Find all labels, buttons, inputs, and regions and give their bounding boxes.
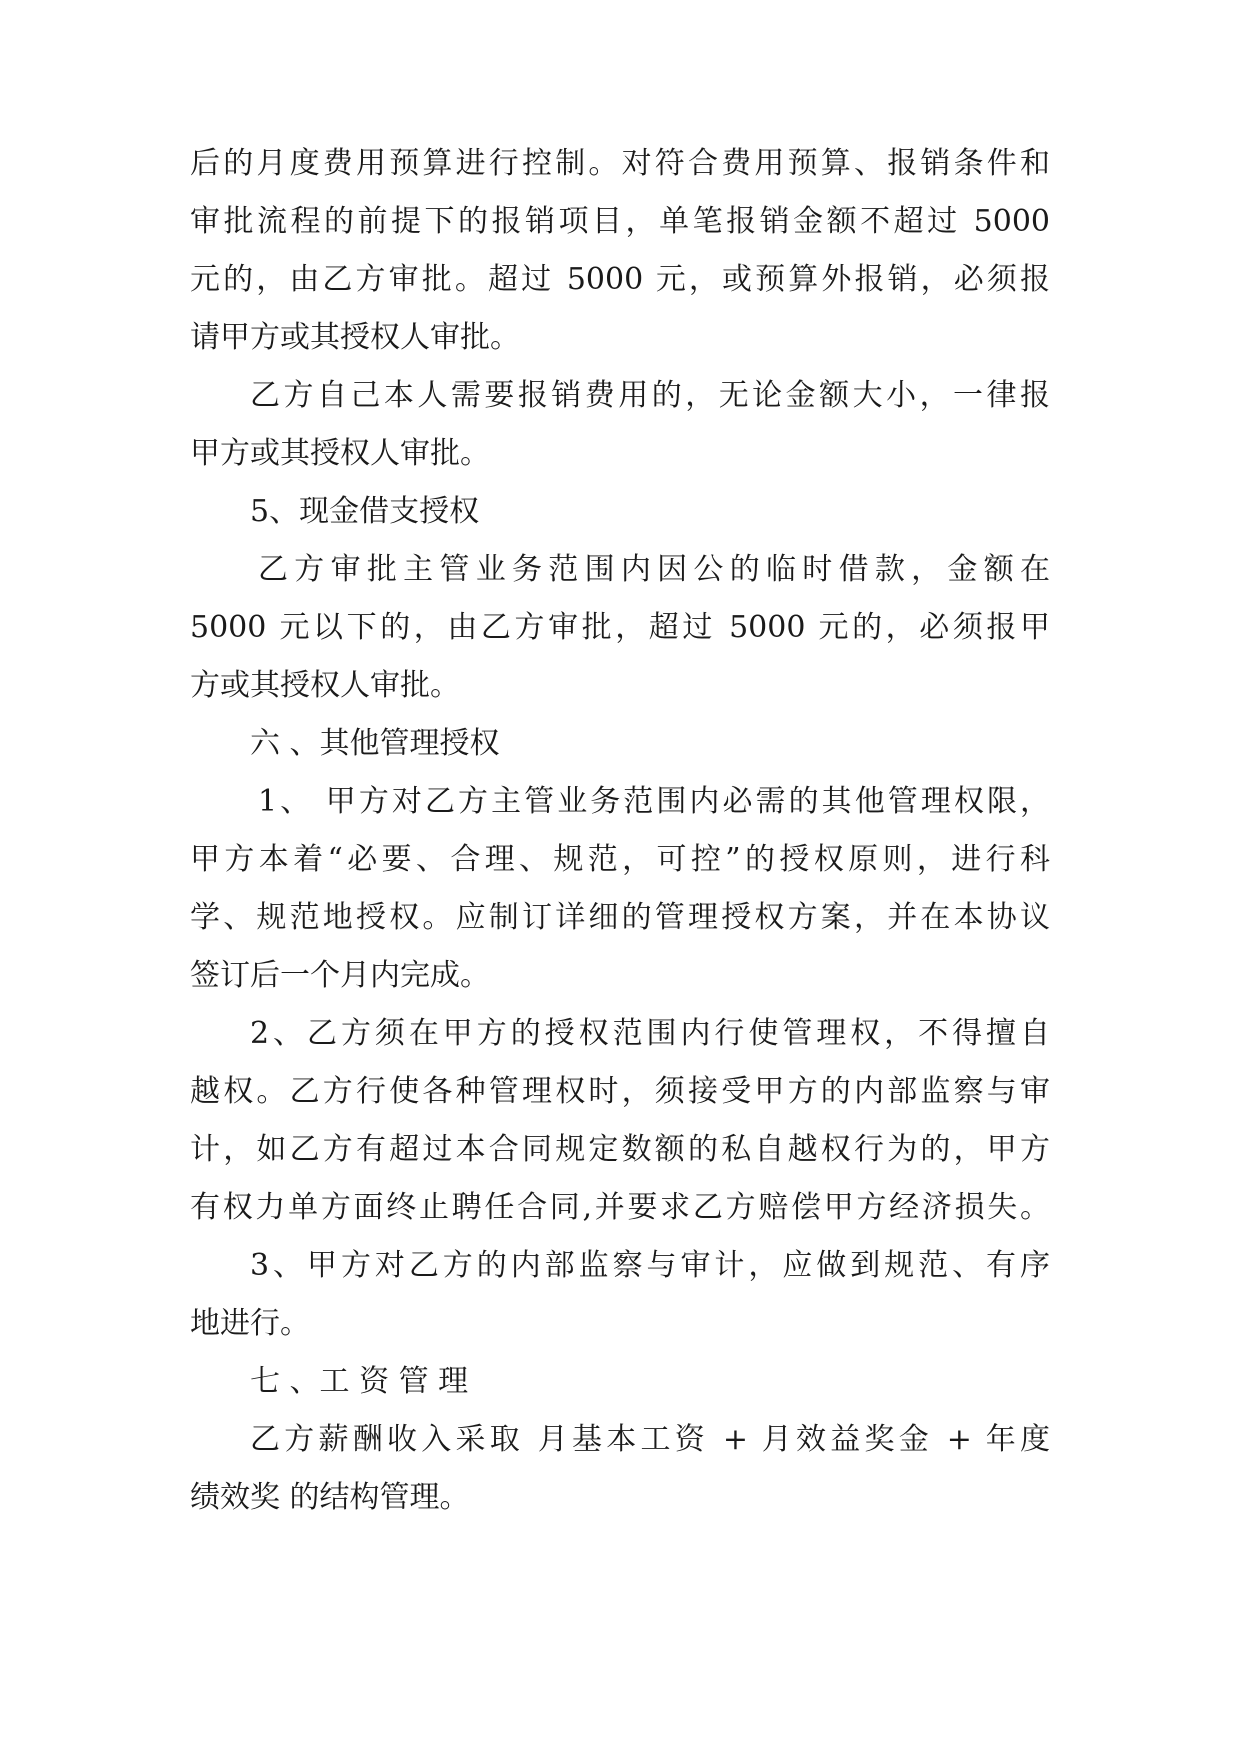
paragraph-first-line: 乙方审批主管业务范围内因公的临时借款，金额在 — [258, 552, 1050, 587]
paragraph-first-line: 2、乙方须在甲方的授权范围内行使管理权，不得擅自 — [250, 1016, 1050, 1051]
paragraph-first-line: 1、 甲方对乙方主管业务范围内必需的其他管理权限， — [258, 784, 1050, 819]
paragraph-first-line: 乙方薪酬收入采取 月基本工资 + 月效益奖金 + 年度 — [250, 1422, 1050, 1457]
text-line: 方或其授权人审批。 — [190, 668, 460, 703]
section-heading: 六 、其他管理授权 — [250, 726, 500, 761]
text-line: 审批流程的前提下的报销项目，单笔报销金额不超过 5000 — [190, 204, 1050, 239]
text-line: 5000 元以下的，由乙方审批，超过 5000 元的，必须报甲 — [190, 610, 1050, 645]
text-line: 越权。乙方行使各种管理权时，须接受甲方的内部监察与审 — [190, 1074, 1050, 1109]
text-line: 甲方本着“必要、合理、规范，可控”的授权原则，进行科 — [190, 842, 1050, 877]
text-line: 计，如乙方有超过本合同规定数额的私自越权行为的，甲方 — [190, 1132, 1050, 1167]
text-line: 甲方或其授权人审批。 — [190, 436, 490, 471]
section-heading: 七 、工 资 管 理 — [250, 1364, 469, 1399]
text-line: 元的，由乙方审批。超过 5000 元，或预算外报销，必须报 — [190, 262, 1050, 297]
text-line: 后的月度费用预算进行控制。对符合费用预算、报销条件和 — [190, 146, 1050, 181]
section-heading: 5、现金借支授权 — [250, 494, 480, 529]
paragraph-first-line: 3、甲方对乙方的内部监察与审计，应做到规范、有序 — [250, 1248, 1050, 1283]
paragraph-first-line: 乙方自己本人需要报销费用的，无论金额大小，一律报 — [250, 378, 1050, 413]
text-line: 学、规范地授权。应制订详细的管理授权方案，并在本协议 — [190, 900, 1050, 935]
text-line: 签订后一个月内完成。 — [190, 958, 490, 993]
text-line: 请甲方或其授权人审批。 — [190, 320, 520, 355]
text-line: 有权力单方面终止聘任合同,并要求乙方赔偿甲方经济损失。 — [190, 1190, 1050, 1225]
text-line: 地进行。 — [190, 1306, 310, 1341]
text-line: 绩效奖 的结构管理。 — [190, 1480, 470, 1515]
